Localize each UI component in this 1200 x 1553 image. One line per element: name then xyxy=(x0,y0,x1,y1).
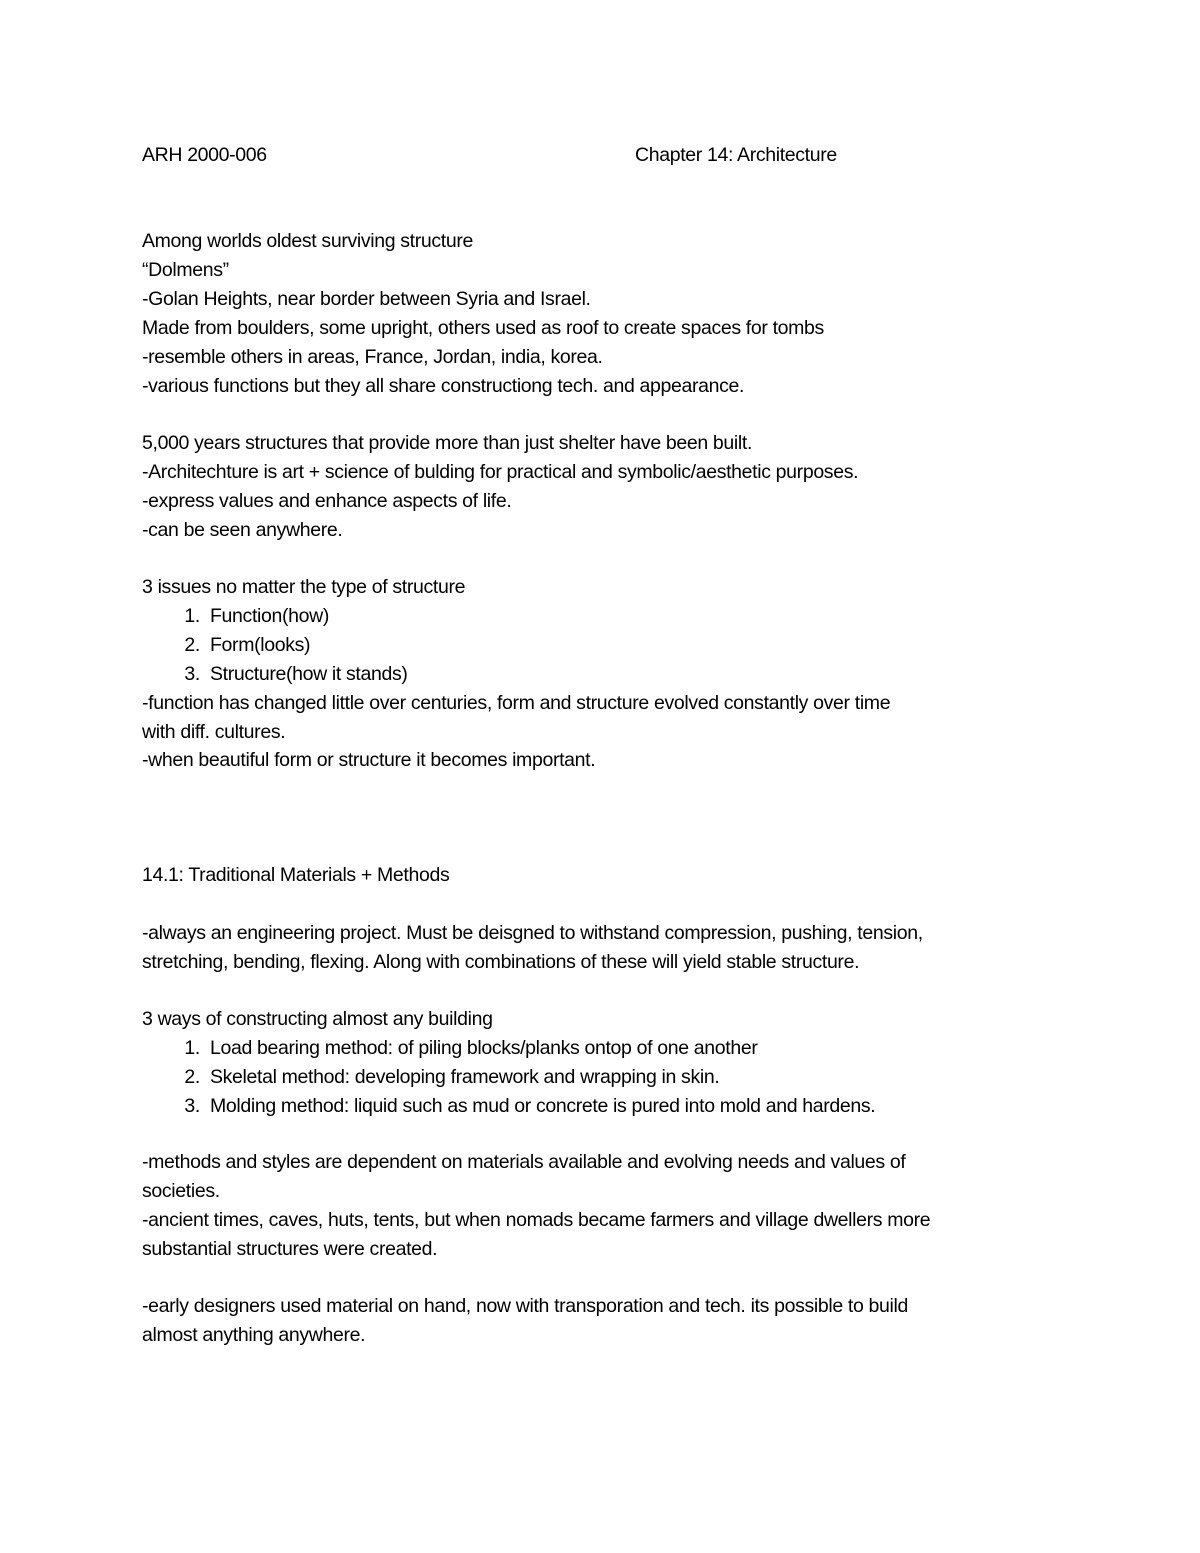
text-line: societies. xyxy=(142,1180,220,1202)
list-text: Molding method: liquid such as mud or concrete is pured into mold and hardens. xyxy=(210,1095,876,1117)
list-intro: 3 ways of constructing almost any building xyxy=(142,1008,493,1030)
list-number: 1. xyxy=(184,1037,200,1059)
text-line: -function has changed little over centuries, form and structure evolved constantly over time xyxy=(142,692,891,714)
list-text: Function(how) xyxy=(210,605,330,627)
course-code: ARH 2000-006 xyxy=(142,144,267,166)
text-line: -early designers used material on hand, now with transporation and tech. its possible to build xyxy=(142,1295,908,1317)
text-line: Made from boulders, some upright, others used as roof to create spaces for tombs xyxy=(142,317,824,339)
text-line: -always an engineering project. Must be deisgned to withstand compression, pushing, tension, xyxy=(142,922,923,944)
list-item xyxy=(176,602,1076,631)
list-item xyxy=(176,631,1076,660)
text-line: -resemble others in areas, France, Jordan, india, korea. xyxy=(142,346,603,368)
list-text: Load bearing method: of piling blocks/planks ontop of one another xyxy=(210,1037,758,1059)
list-number: 2. xyxy=(184,1066,200,1088)
list-item xyxy=(176,660,1076,689)
list-number: 2. xyxy=(184,634,200,656)
text-line: substantial structures were created. xyxy=(142,1238,438,1260)
list-number: 3. xyxy=(184,1095,200,1117)
section-heading: 14.1: Traditional Materials + Methods xyxy=(142,864,450,886)
text-line: -Architechture is art + science of bulding for practical and symbolic/aesthetic purposes. xyxy=(142,461,859,483)
text-line: -can be seen anywhere. xyxy=(142,519,343,541)
list-intro: 3 issues no matter the type of structure xyxy=(142,576,466,598)
text-line: -Golan Heights, near border between Syria and Israel. xyxy=(142,288,591,310)
text-line: -express values and enhance aspects of life. xyxy=(142,490,512,512)
text-line: stretching, bending, flexing. Along with combinations of these will yield stable structure. xyxy=(142,951,860,973)
text-line: -various functions but they all share constructiong tech. and appearance. xyxy=(142,375,745,397)
list-text: Structure(how it stands) xyxy=(210,663,408,685)
list-number: 3. xyxy=(184,663,200,685)
list-item xyxy=(176,1092,1076,1121)
chapter-title: Chapter 14: Architecture xyxy=(635,144,837,166)
text-line: Among worlds oldest surviving structure xyxy=(142,230,473,252)
text-line: 5,000 years structures that provide more than just shelter have been built. xyxy=(142,432,753,454)
list-text: Skeletal method: developing framework and wrapping in skin. xyxy=(210,1066,720,1088)
text-line: almost anything anywhere. xyxy=(142,1324,366,1346)
list-item xyxy=(176,1063,1076,1092)
text-line: -ancient times, caves, huts, tents, but when nomads became farmers and village dwellers more xyxy=(142,1209,931,1231)
list-item xyxy=(176,1034,1076,1063)
list-text: Form(looks) xyxy=(210,634,311,656)
list-number: 1. xyxy=(184,605,200,627)
text-line: “Dolmens” xyxy=(142,259,229,281)
text-line: -when beautiful form or structure it becomes important. xyxy=(142,749,596,771)
text-line: -methods and styles are dependent on materials available and evolving needs and values of xyxy=(142,1151,906,1173)
text-line: with diff. cultures. xyxy=(142,721,286,743)
